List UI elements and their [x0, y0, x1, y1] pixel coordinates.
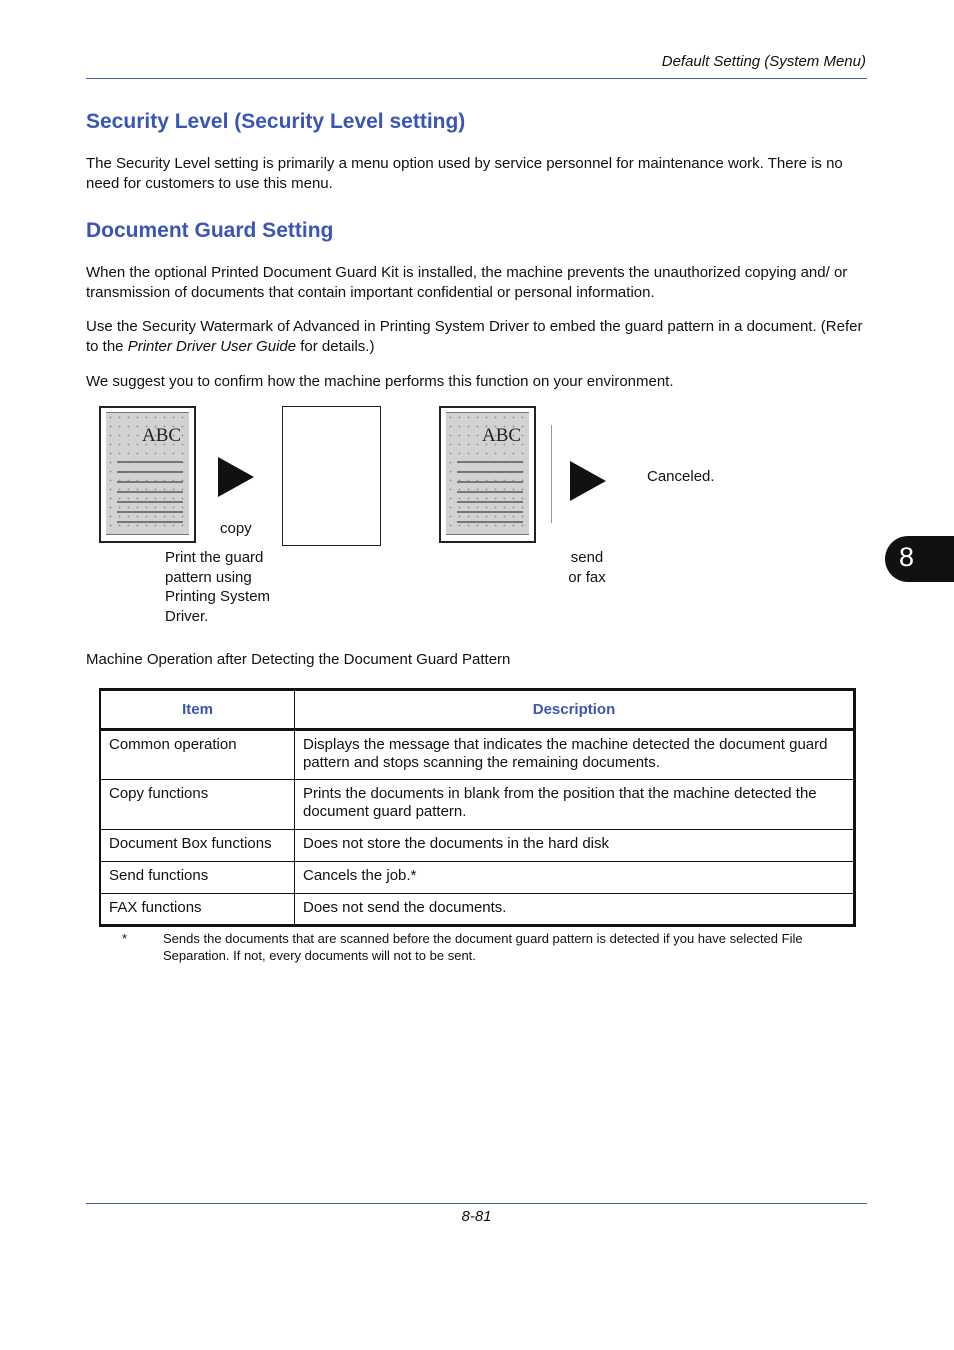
row-description: Does not send the documents. [295, 894, 855, 926]
table-row [100, 894, 855, 926]
guard-pattern-fill [106, 412, 189, 535]
page-number: 8-81 [461, 1208, 492, 1225]
copy-label: copy [220, 520, 252, 537]
guard-para2-text: Use the Security Watermark of Advanced in Printing System Driver to embed the guard pattern in a document. (Refer to the [86, 318, 863, 355]
machine-edge-line [551, 425, 552, 523]
text-line [117, 461, 183, 463]
canceled-label: Canceled. [647, 468, 715, 485]
row-description: Prints the documents in blank from the position that the machine detected the document guard pattern. [295, 780, 855, 830]
table-row [100, 830, 855, 862]
table-caption: Machine Operation after Detecting the Document Guard Pattern [86, 651, 511, 668]
blank-output-page [282, 406, 381, 546]
row-item: Send functions [100, 862, 295, 894]
table-row [100, 862, 855, 894]
text-line [457, 481, 523, 483]
copy-arrow-icon [218, 457, 254, 497]
guard-operation-table [99, 688, 856, 927]
row-item: Common operation [100, 730, 295, 780]
text-line [457, 511, 523, 513]
document-guard-heading: Document Guard Setting [86, 219, 334, 242]
security-level-paragraph: The Security Level setting is primarily a menu option used by service personnel for maintenance work. There is no need for customers to use this menu. [86, 155, 843, 192]
row-description: Does not store the documents in the hard disk [295, 830, 855, 862]
text-line [117, 521, 183, 523]
guard-para2-tail: for details.) [296, 337, 375, 355]
text-line [117, 501, 183, 503]
text-line [457, 521, 523, 523]
item-column-header: Item [100, 690, 295, 730]
send-or-fax-label: send or fax [568, 549, 606, 586]
document-guard-para-2 [86, 317, 871, 356]
print-guard-caption: Print the guard pattern using Printing System Driver. [165, 549, 271, 625]
security-level-body [86, 154, 871, 193]
chapter-tab [885, 536, 954, 582]
footer-rule [86, 1203, 867, 1204]
row-item: Copy functions [100, 780, 295, 830]
running-header: Default Setting (System Menu) [661, 53, 866, 70]
table-row [100, 730, 855, 780]
guard-paragraph-1: When the optional Printed Document Guard Kit is installed, the machine prevents the unauthorized copying and/ or transmission of documents that contain important confidential or personal information. [86, 264, 848, 301]
text-line [117, 481, 183, 483]
guard-pattern-document-left [99, 406, 196, 543]
guard-pattern-document-right [439, 406, 536, 543]
description-column-header: Description [295, 690, 855, 730]
guard-pattern-fill [446, 412, 529, 535]
chapter-number: 8 [899, 542, 915, 572]
document-guard-para-1 [86, 263, 871, 302]
text-line [457, 501, 523, 503]
send-arrow-icon [570, 461, 606, 501]
text-line [457, 461, 523, 463]
text-line [457, 471, 523, 473]
text-line [457, 491, 523, 493]
document-guard-para-3 [86, 372, 871, 392]
footnote-text: Sends the documents that are scanned before the document guard pattern is detected if you have selected File Separation. If not, every documents will not to be sent. [163, 931, 803, 963]
text-line [117, 491, 183, 493]
document-abc-text: ABC [142, 425, 182, 446]
footnote-mark: * [122, 931, 128, 946]
guard-paragraph-2 [86, 317, 871, 356]
table-header-row [100, 690, 855, 730]
row-item: Document Box functions [100, 830, 295, 862]
text-line [117, 511, 183, 513]
printer-driver-guide-ref: Printer Driver User Guide [127, 337, 297, 355]
security-level-heading: Security Level (Security Level setting) [86, 110, 466, 133]
document-abc-text: ABC [482, 425, 522, 446]
table-row [100, 780, 855, 830]
guard-paragraph-3: We suggest you to confirm how the machine performs this function on your environment. [86, 373, 674, 390]
row-description: Cancels the job.* [295, 862, 855, 894]
header-rule [86, 78, 867, 79]
text-line [117, 471, 183, 473]
row-item: FAX functions [100, 894, 295, 926]
row-description: Displays the message that indicates the machine detected the document guard pattern and stops scanning the remaining documents. [295, 730, 855, 780]
